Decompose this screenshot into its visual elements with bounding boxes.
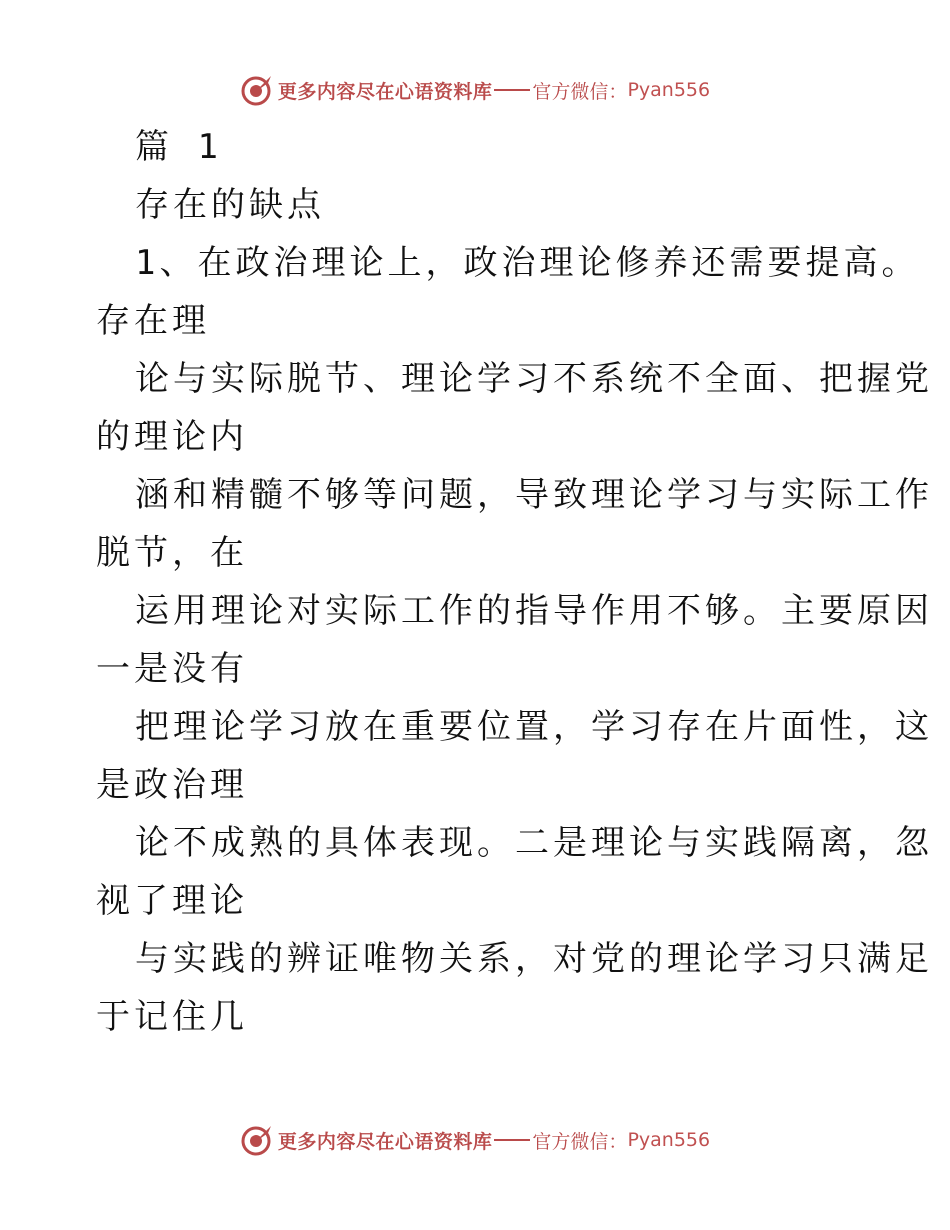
text-line: 是政治理 <box>96 765 248 805</box>
watermark-dash <box>494 89 530 91</box>
text-line: 论与实际脱节、理论学习不系统不全面、把握党 <box>135 359 933 399</box>
footer-watermark <box>0 1120 950 1160</box>
text-line: 论不成熟的具体表现。二是理论与实践隔离，忽 <box>135 823 933 863</box>
text-line: 涵和精髓不够等问题，导致理论学习与实际工作 <box>135 475 933 515</box>
watermark-site-text: 更多内容尽在心语资料库 <box>277 1130 493 1153</box>
text-line: 与实践的辨证唯物关系，对党的理论学习只满足 <box>135 939 933 979</box>
text-line: 把理论学习放在重要位置，学习存在片面性，这 <box>135 707 933 747</box>
watermark-wechat-label: 官方微信： <box>532 1130 628 1153</box>
watermark-site-text: 更多内容尽在心语资料库 <box>277 80 493 103</box>
subheading: 存在的缺点 <box>135 185 325 225</box>
watermark-wechat-id: Pyan556 <box>627 1129 711 1151</box>
watermark-dash <box>494 1139 530 1141</box>
text-line: 视了理论 <box>96 881 248 921</box>
text-line: 于记住几 <box>96 997 248 1037</box>
text-line: 1、在政治理论上，政治理论修养还需要提高。 <box>135 243 920 283</box>
watermark-wechat-label: 官方微信： <box>532 80 628 103</box>
section-title: 篇 1 <box>135 127 222 167</box>
quill-logo-icon <box>240 73 274 107</box>
header-watermark <box>0 70 950 110</box>
text-line: 脱节，在 <box>96 533 248 573</box>
text-line: 运用理论对实际工作的指导作用不够。主要原因 <box>135 591 933 631</box>
quill-logo-icon <box>240 1123 274 1157</box>
watermark-wechat-id: Pyan556 <box>627 79 711 101</box>
text-line: 一是没有 <box>96 649 248 689</box>
text-line: 存在理 <box>96 301 210 341</box>
text-line: 的理论内 <box>96 417 248 457</box>
